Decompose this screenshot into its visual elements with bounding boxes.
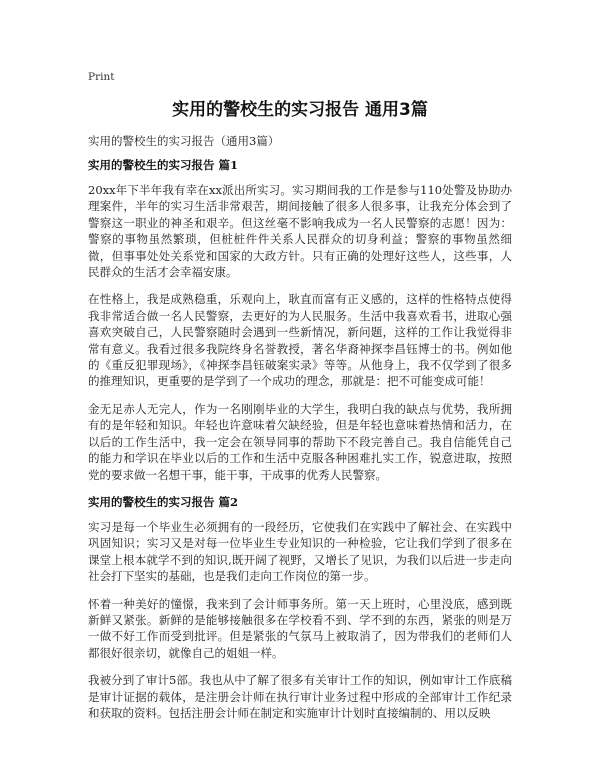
print-link[interactable]: Print	[88, 71, 115, 83]
paragraph: 金无足赤人无完人，作为一名刚刚毕业的大学生，我明白我的缺点与优势，我所拥有的是年轻和知识。年轻也许意味着欠缺经验，但是年轻也意味着热情和活力，在以后的工作生活中，我一定会在领导同事的帮助下不段完善自己。我自信能凭自己的能力和学识在毕业以后的工作和生活中克服各种困难扎实工作，锐意进取，按照党的要求做一名想干事，能干事，干成事的优秀人民警察。	[88, 401, 512, 482]
paragraph: 20xx年下半年我有幸在xx派出所实习。实习期间我的工作是参与110处警及协助办理案件，半年的实习生活非常艰苦，期间接触了很多人很多事，让我充分体会到了警察这一职业的神圣和艰辛。但这丝毫不影响我成为一名人民警察的志愿！因为：警察的事物虽然繁琐，但桩桩件件关系人民群众的切身利益；警察的事物虽然细微，但事事处处关系党和国家的大政方针。只有正确的处理好这些人，这些事，人民群众的生活才会幸福安康。	[88, 183, 512, 280]
paragraph: 怀着一种美好的憧憬，我来到了会计师事务所。第一天上班时，心里没底，感到既新鲜又紧张。新鲜的是能够接触很多在学校看不到、学不到的东西，紧张的则是万一做不好工作而受到批评。但是紧张的气氛马上被取消了，因为带我们的老师们人都很好很亲切，就像自己的姐姐一样。	[88, 596, 512, 660]
paragraph: 我被分到了审计5部。我也从中了解了很多有关审计工作的知识，例如审计工作底稿是审计证据的载体，是注册会计师在执行审计业务过程中形成的全部审计工作纪录和获取的资料。包括注册会计师在制定和实施审计计划时直接编制的、用以反映	[88, 673, 512, 720]
paragraph: 实习是每一个毕业生必须拥有的一段经历，它使我们在实践中了解社会、在实践中巩固知识；实习又是对每一位毕业生专业知识的一种检验，它让我们学到了很多在课堂上根本就学不到的知识,既开阔了视野，又增长了见识，为我们以后进一步走向社会打下坚实的基础，也是我们走向工作岗位的第一步。	[88, 519, 512, 584]
page-title: 实用的警校生的实习报告 通用3篇	[172, 100, 428, 120]
document-subtitle: 实用的警校生的实习报告（通用3篇）	[88, 134, 280, 148]
paragraph: 在性格上，我是成熟稳重，乐观向上，耿直而富有正义感的，这样的性格特点使得我非常适合做一名人民警察，去更好的为人民服务。生活中我喜欢看书，进取心强喜欢突破自己，人民警察随时会遇到一些新情况，新问题，这样的工作让我觉得非常有意义。我看过很多我院终身名誉教授，著名华裔神探李昌钰博士的书。例如他的《重反犯罪现场》，《神探李昌钰破案实录》等等。从他身上，我不仅学到了很多的推理知识，更重要的是学到了一个成功的理念，那就是：把不可能变成可能！	[88, 292, 512, 389]
section-heading-1: 实用的警校生的实习报告 篇1	[88, 158, 239, 172]
section-heading-2: 实用的警校生的实习报告 篇2	[88, 494, 239, 509]
